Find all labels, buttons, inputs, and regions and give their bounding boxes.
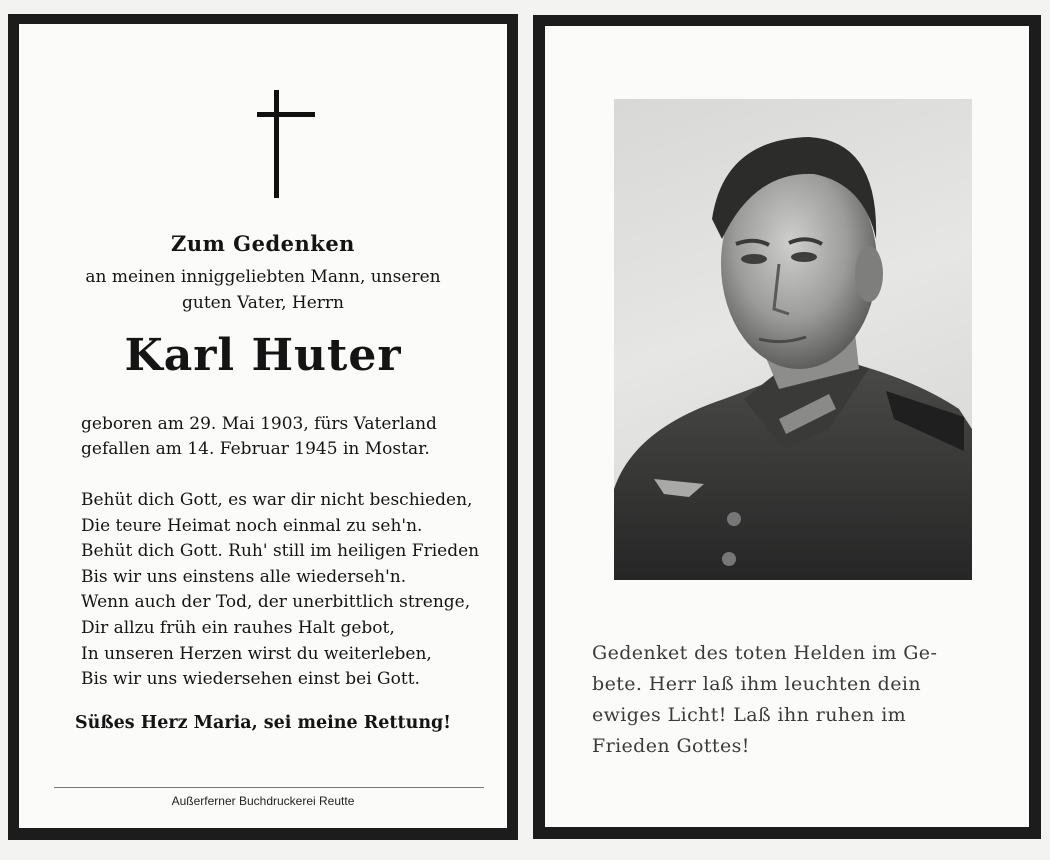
- poem-line: Dir allzu früh ein rauhes Halt gebot,: [81, 617, 395, 638]
- poem-line: Die teure Heimat noch einmal zu seh'n.: [81, 515, 423, 536]
- intro-line: an meinen inniggeliebten Mann, unseren: [85, 267, 441, 287]
- portrait-illustration: [614, 99, 972, 580]
- poem-line: Bis wir uns wiedersehen einst bei Gott.: [81, 669, 420, 690]
- poem-line: Behüt dich Gott. Ruh' still im heiligen Frieden: [81, 541, 480, 562]
- dates-text: [81, 412, 569, 462]
- date-line: geboren am 29. Mai 1903, fürs Vaterland: [81, 414, 437, 434]
- poem: [81, 488, 569, 693]
- intro-text: [19, 264, 507, 316]
- cross-horizontal-bar: [257, 112, 315, 117]
- poem-line: Wenn auch der Tod, der unerbittlich strenge,: [81, 592, 471, 613]
- intro-line: guten Vater, Herrn: [182, 293, 344, 313]
- cross-vertical-bar: [274, 90, 279, 198]
- verse-line: ewiges Licht! Laß ihn ruhen im: [592, 704, 907, 726]
- portrait-photo: [614, 99, 972, 580]
- memorial-heading: Zum Gedenken: [171, 231, 355, 256]
- verse-text: [592, 638, 992, 762]
- date-line: gefallen am 14. Februar 1945 in Mostar.: [81, 439, 430, 459]
- verse-line: Gedenket des toten Helden im Ge-: [592, 642, 938, 664]
- memorial-card-left: [8, 14, 518, 840]
- poem-line: Bis wir uns einstens alle wiederseh'n.: [81, 566, 407, 587]
- printer-credit: Außerferner Buchdruckerei Reutte: [171, 794, 355, 808]
- memorial-card-right: [533, 15, 1041, 839]
- poem-line: Behüt dich Gott, es war dir nicht beschieden,: [81, 490, 473, 510]
- prayer-line: Süßes Herz Maria, sei meine Rettung!: [75, 713, 451, 733]
- verse-line: bete. Herr laß ihm leuchten dein: [592, 673, 921, 695]
- deceased-name: Karl Huter: [124, 330, 402, 381]
- poem-line: In unseren Herzen wirst du weiterleben,: [81, 643, 432, 664]
- separator-line: [54, 787, 484, 788]
- verse-line: Frieden Gottes!: [592, 735, 750, 757]
